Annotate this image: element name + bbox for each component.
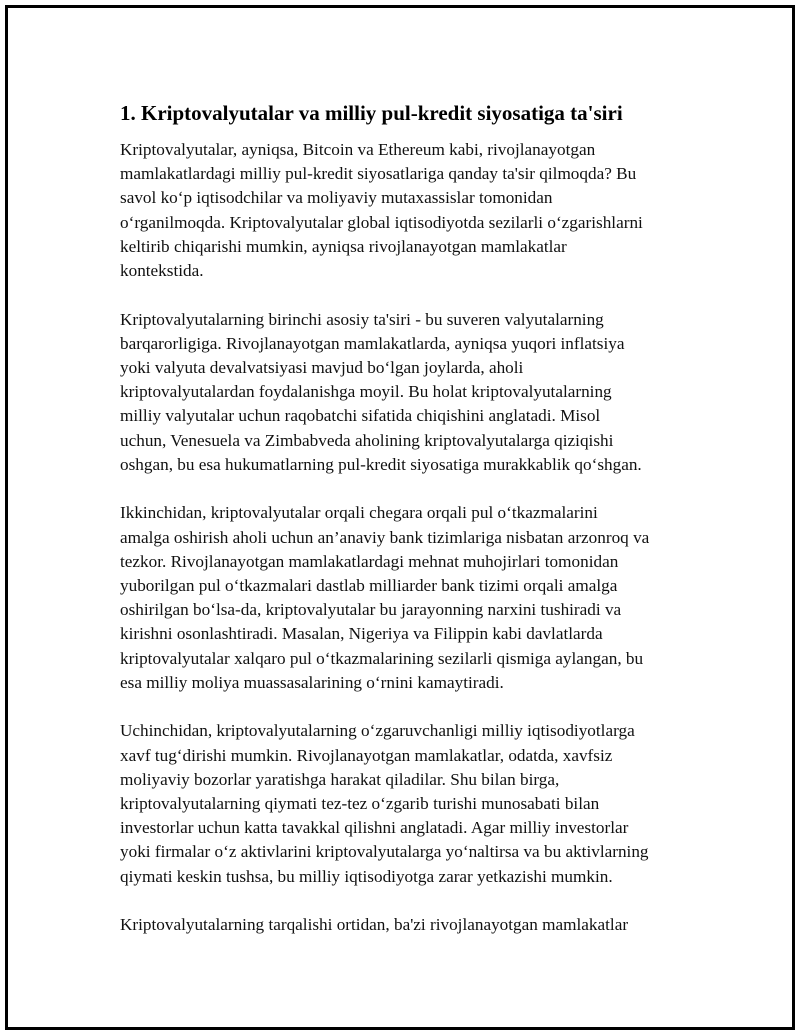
paragraph-5: Kriptovalyutalarning tarqalishi ortidan, ba'zi rivojlanayotgan mamlakatlar xyxy=(120,915,629,935)
document-body xyxy=(120,100,700,962)
paragraph-2: Kriptovalyutalarning birinchi asosiy ta'siri - bu suveren valyutalarning barqarorligiga. Rivojlanayotgan mamlakatlarda, ayniqsa yuqori inflatsiya yoki valyuta devalvatsiyasi mavjud bo‘lgan joylarda, aholi kriptovalyutalardan foydalanishga moyil. Bu holat kriptovalyutalarning milliy valyutalar uchun raqobatchi sifatida chiqishini anglatadi. Misol uchun, Venesuela va Zimbabveda aholining kriptovalyutalarga qiziqishi oshgan, bu esa hukumatlarning pul-kredit siyosatiga murakkablik qo‘shgan. xyxy=(120,309,642,474)
paragraph-4: Uchinchidan, kriptovalyutalarning o‘zgaruvchanligi milliy iqtisodiyotlarga xavf tug‘dirishi mumkin. Rivojlanayotgan mamlakatlar, odatda, xavfsiz moliyaviy bozorlar yaratishga harakat qiladilar. Shu bilan birga, kriptovalyutalarning qiymati tez-tez o‘zgarib turishi munosabati bilan investorlar uchun katta tavakkal qilishni anglatadi. Agar milliy investorlar yoki firmalar o‘z aktivlarini kriptovalyutalarga yo‘naltirsa va bu aktivlarning qiymati keskin tushsa, bu milliy iqtisodiyotga zarar yetkazishi mumkin. xyxy=(120,721,649,886)
paragraph-3: Ikkinchidan, kriptovalyutalar orqali chegara orqali pul o‘tkazmalarini amalga oshirish aholi uchun an’anaviy bank tizimlariga nisbatan arzonroq va tezkor. Rivojlanayotgan mamlakatlardagi mehnat muhojirlari tomonidan yuborilgan pul o‘tkazmalari dastlab milliarder bank tizimi orqali amalga oshirilgan bo‘lsa-da, kriptovalyutalar bu jarayonning narxini tushiradi va kirishni osonlashtiradi. Masalan, Nigeriya va Filippin kabi davlatlarda kriptovalyutalar xalqaro pul o‘tkazmalarining sezilarli qismiga aylangan, bu esa milliy moliya muassasalarining o‘rnini kamaytiradi. xyxy=(120,503,650,692)
section-title: 1. Kriptovalyutalar va milliy pul-kredit siyosatiga ta'siri xyxy=(120,101,623,125)
page-frame xyxy=(5,5,795,1030)
paragraph-1: Kriptovalyutalar, ayniqsa, Bitcoin va Ethereum kabi, rivojlanayotgan mamlakatlardagi milliy pul-kredit siyosatlariga qanday ta'sir qilmoqda? Bu savol ko‘p iqtisodchilar va moliyaviy mutaxassislar tomonidan o‘rganilmoqda. Kriptovalyutalar global iqtisodiyotda sezilarli o‘zgarishlarni keltirib chiqarishi mumkin, ayniqsa rivojlanayotgan mamlakatlar kontekstida. xyxy=(120,140,643,281)
